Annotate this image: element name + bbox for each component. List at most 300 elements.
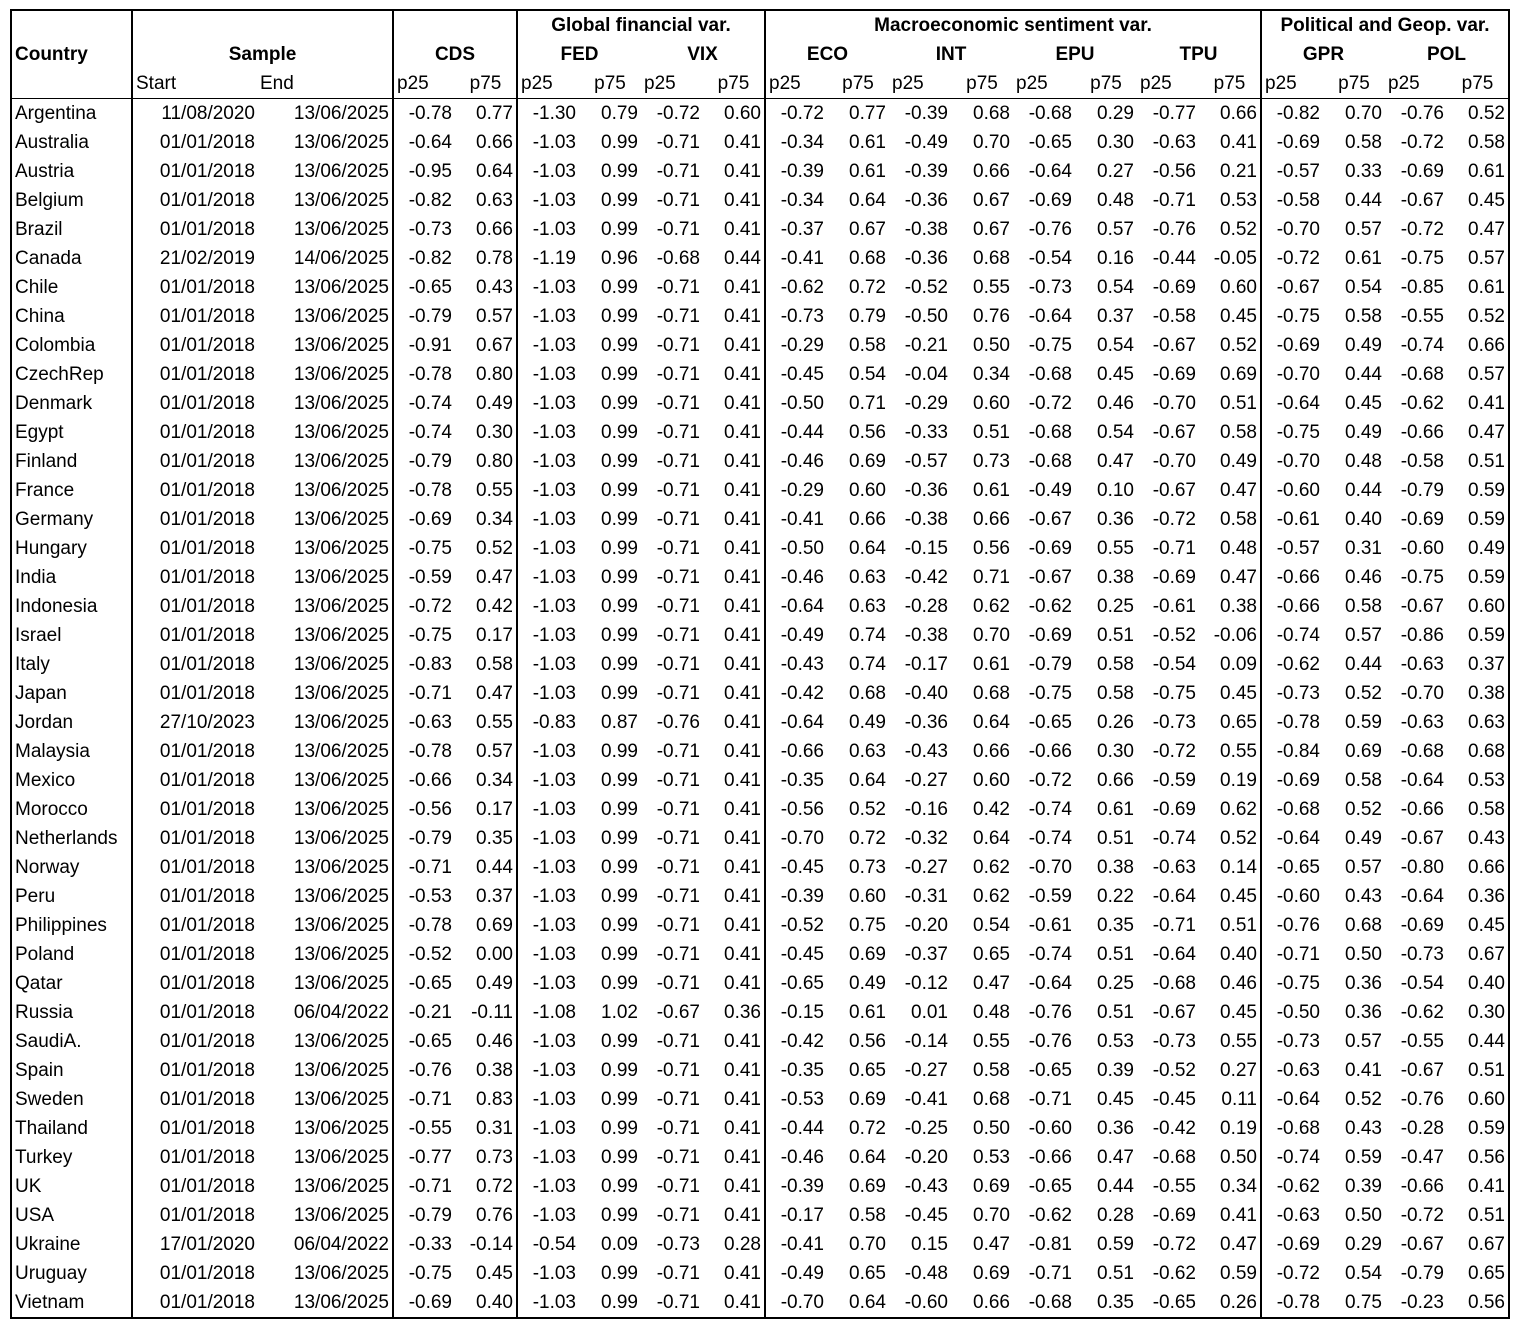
header-eco-p25: p25 xyxy=(765,69,827,99)
cell-start: 01/01/2018 xyxy=(132,186,258,215)
cell-vix-p75: 0.41 xyxy=(724,1031,761,1052)
cell-start: 01/01/2018 xyxy=(132,476,258,505)
cell-end: 13/06/2025 xyxy=(293,393,389,414)
cell-int-p75: 0.54 xyxy=(973,915,1010,936)
cell-gpr-p25: -0.66 xyxy=(1261,563,1323,592)
cell-end: 13/06/2025 xyxy=(293,190,389,211)
cell-gpr-p75: 0.49 xyxy=(1345,335,1382,356)
cell-int-p25: -0.36 xyxy=(904,712,948,733)
cell-end: 13/06/2025 xyxy=(293,509,389,530)
cell-start: 01/01/2018 xyxy=(132,766,258,795)
cell-epu-p25: -0.60 xyxy=(1028,1118,1072,1139)
header-tpu: TPU xyxy=(1179,44,1218,65)
cell-cds-p25: -0.71 xyxy=(393,1085,455,1114)
cell-fed-p25: -1.03 xyxy=(517,1085,579,1114)
cell-epu-p75: 0.47 xyxy=(1097,451,1134,472)
cell-int-p25: -0.60 xyxy=(904,1292,948,1313)
cell-country: SaudiA. xyxy=(15,1031,82,1052)
cell-country: Israel xyxy=(15,625,62,646)
cell-fed-p25: -1.03 xyxy=(517,824,579,853)
cell-epu-p75: 0.35 xyxy=(1097,1292,1134,1313)
cell-vix-p75: 0.41 xyxy=(724,712,761,733)
cell-tpu-p25: -0.71 xyxy=(1152,190,1196,211)
cell-pol-p75: 0.45 xyxy=(1468,190,1505,211)
table-row xyxy=(11,563,1509,592)
cell-pol-p25: -0.67 xyxy=(1400,1060,1444,1081)
cell-fed-p25: -1.03 xyxy=(517,853,579,882)
cell-eco-p25: -0.49 xyxy=(765,1259,827,1288)
cell-pol-p25: -0.64 xyxy=(1400,770,1444,791)
cell-fed-p75: 0.87 xyxy=(601,712,638,733)
cell-gpr-p25: -0.58 xyxy=(1261,186,1323,215)
table-row xyxy=(11,1259,1509,1288)
cell-eco-p75: 0.61 xyxy=(849,1002,886,1023)
cell-tpu-p75: 0.53 xyxy=(1220,190,1257,211)
cell-int-p25: -0.21 xyxy=(904,335,948,356)
cell-gpr-p75: 0.43 xyxy=(1345,886,1382,907)
cell-fed-p25: -1.03 xyxy=(517,331,579,360)
cell-epu-p75: 0.55 xyxy=(1097,538,1134,559)
cell-gpr-p25: -0.75 xyxy=(1261,302,1323,331)
cell-start: 01/01/2018 xyxy=(132,273,258,302)
cell-gpr-p75: 0.68 xyxy=(1345,915,1382,936)
cell-tpu-p75: 0.34 xyxy=(1220,1176,1257,1197)
cell-country: Peru xyxy=(15,886,56,907)
cell-end: 13/06/2025 xyxy=(293,683,389,704)
cell-cds-p25: -0.78 xyxy=(393,360,455,389)
cell-int-p25: -0.27 xyxy=(904,857,948,878)
cell-end: 13/06/2025 xyxy=(293,1176,389,1197)
cell-tpu-p25: -0.44 xyxy=(1152,248,1196,269)
cell-pol-p75: 0.37 xyxy=(1468,654,1505,675)
cell-country: India xyxy=(15,567,57,588)
cell-start: 01/01/2018 xyxy=(132,1172,258,1201)
cell-tpu-p75: 0.45 xyxy=(1220,306,1257,327)
cell-cds-p25: -0.78 xyxy=(393,737,455,766)
cell-gpr-p75: 0.36 xyxy=(1345,973,1382,994)
cell-tpu-p75: -0.05 xyxy=(1213,248,1257,269)
cell-eco-p25: -0.34 xyxy=(765,186,827,215)
cell-start: 01/01/2018 xyxy=(132,1201,258,1230)
cell-pol-p75: 0.65 xyxy=(1468,1263,1505,1284)
cell-gpr-p75: 0.52 xyxy=(1345,1089,1382,1110)
cell-fed-p75: 0.99 xyxy=(601,741,638,762)
cell-int-p75: 0.68 xyxy=(973,103,1010,124)
cell-cds-p25: -0.69 xyxy=(393,1288,455,1318)
cell-pol-p75: 0.51 xyxy=(1468,1060,1505,1081)
cell-gpr-p25: -0.76 xyxy=(1261,911,1323,940)
cell-fed-p25: -1.03 xyxy=(517,1027,579,1056)
header-cds: CDS xyxy=(393,40,517,69)
table-row xyxy=(11,302,1509,331)
cell-country: Qatar xyxy=(15,973,63,994)
cell-country: Finland xyxy=(15,451,78,472)
cell-int-p25: -0.38 xyxy=(904,625,948,646)
cell-pol-p25: -0.67 xyxy=(1400,596,1444,617)
cell-tpu-p25: -0.73 xyxy=(1152,1031,1196,1052)
cell-pol-p25: -0.67 xyxy=(1400,828,1444,849)
cell-country: Morocco xyxy=(15,799,88,820)
cell-fed-p25: -1.03 xyxy=(517,563,579,592)
cell-fed-p75: 0.99 xyxy=(601,799,638,820)
cell-gpr-p25: -0.64 xyxy=(1261,389,1323,418)
cell-gpr-p25: -0.68 xyxy=(1261,1114,1323,1143)
cell-epu-p25: -0.68 xyxy=(1028,451,1072,472)
cell-gpr-p25: -0.74 xyxy=(1261,621,1323,650)
cell-end: 13/06/2025 xyxy=(293,1089,389,1110)
cell-epu-p75: 0.35 xyxy=(1097,915,1134,936)
cell-start: 01/01/2018 xyxy=(132,1259,258,1288)
cell-fed-p75: 0.99 xyxy=(601,1118,638,1139)
cell-vix-p25: -0.71 xyxy=(656,828,700,849)
cell-end: 13/06/2025 xyxy=(293,132,389,153)
cell-tpu-p75: 0.40 xyxy=(1220,944,1257,965)
cell-gpr-p75: 0.31 xyxy=(1345,538,1382,559)
header-epu-p25: p25 xyxy=(1013,69,1075,99)
cell-vix-p75: 0.36 xyxy=(724,1002,761,1023)
cell-cds-p25: -0.71 xyxy=(393,679,455,708)
cell-vix-p25: -0.71 xyxy=(656,509,700,530)
cell-epu-p25: -0.62 xyxy=(1028,1205,1072,1226)
cell-int-p75: 0.64 xyxy=(973,712,1010,733)
cell-fed-p25: -1.03 xyxy=(517,186,579,215)
cell-fed-p25: -1.03 xyxy=(517,1143,579,1172)
cell-vix-p25: -0.71 xyxy=(656,161,700,182)
cell-int-p75: 0.62 xyxy=(973,886,1010,907)
cell-int-p25: -0.16 xyxy=(904,799,948,820)
table-row xyxy=(11,1201,1509,1230)
cell-vix-p25: -0.71 xyxy=(656,857,700,878)
cell-pol-p25: -0.75 xyxy=(1400,248,1444,269)
cell-fed-p75: 0.79 xyxy=(601,103,638,124)
header-epu: EPU xyxy=(1055,44,1095,65)
quantile-table xyxy=(10,9,1510,1319)
cell-eco-p75: 0.49 xyxy=(849,712,886,733)
cell-country: Turkey xyxy=(15,1147,73,1168)
cell-eco-p75: 0.75 xyxy=(849,915,886,936)
cell-eco-p75: 0.65 xyxy=(849,1263,886,1284)
cell-epu-p75: 0.29 xyxy=(1097,103,1134,124)
cell-cds-p75: 0.64 xyxy=(476,161,513,182)
cell-start: 01/01/2018 xyxy=(132,737,258,766)
cell-gpr-p25: -0.67 xyxy=(1261,273,1323,302)
cell-int-p75: 0.67 xyxy=(973,190,1010,211)
cell-cds-p75: -0.14 xyxy=(469,1234,513,1255)
cell-start: 01/01/2018 xyxy=(132,940,258,969)
cell-pol-p25: -0.54 xyxy=(1400,973,1444,994)
cell-cds-p75: 0.52 xyxy=(476,538,513,559)
cell-epu-p25: -0.71 xyxy=(1028,1263,1072,1284)
cell-gpr-p75: 0.44 xyxy=(1345,364,1382,385)
cell-country: Poland xyxy=(15,944,75,965)
cell-int-p25: -0.36 xyxy=(904,248,948,269)
cell-pol-p25: -0.69 xyxy=(1400,509,1444,530)
cell-country: Thailand xyxy=(15,1118,88,1139)
cell-gpr-p75: 0.59 xyxy=(1345,1147,1382,1168)
cell-end: 13/06/2025 xyxy=(293,219,389,240)
cell-epu-p25: -0.76 xyxy=(1028,1002,1072,1023)
cell-epu-p25: -0.69 xyxy=(1028,190,1072,211)
cell-gpr-p75: 0.44 xyxy=(1345,480,1382,501)
cell-fed-p75: 0.99 xyxy=(601,1031,638,1052)
cell-start: 01/01/2018 xyxy=(132,882,258,911)
table-row xyxy=(11,360,1509,389)
cell-gpr-p75: 0.49 xyxy=(1345,828,1382,849)
cell-gpr-p25: -0.73 xyxy=(1261,1027,1323,1056)
cell-vix-p25: -0.67 xyxy=(656,1002,700,1023)
cell-cds-p75: 0.55 xyxy=(476,480,513,501)
cell-end: 13/06/2025 xyxy=(293,161,389,182)
cell-fed-p75: 0.99 xyxy=(601,538,638,559)
cell-tpu-p25: -0.52 xyxy=(1152,1060,1196,1081)
cell-fed-p25: -1.03 xyxy=(517,360,579,389)
cell-end: 06/04/2022 xyxy=(293,1002,389,1023)
header-country: Country xyxy=(15,44,88,65)
cell-fed-p75: 0.99 xyxy=(601,973,638,994)
cell-tpu-p25: -0.58 xyxy=(1152,306,1196,327)
cell-gpr-p25: -0.72 xyxy=(1261,244,1323,273)
cell-cds-p25: -0.73 xyxy=(393,215,455,244)
cell-int-p25: -0.27 xyxy=(904,770,948,791)
cell-gpr-p75: 0.44 xyxy=(1345,190,1382,211)
cell-fed-p25: -1.03 xyxy=(517,534,579,563)
cell-vix-p25: -0.71 xyxy=(656,915,700,936)
cell-fed-p75: 0.99 xyxy=(601,1176,638,1197)
cell-pol-p75: 0.57 xyxy=(1468,248,1505,269)
header-cds-p25: p25 xyxy=(393,69,455,99)
table-row xyxy=(11,1114,1509,1143)
cell-tpu-p75: 0.41 xyxy=(1220,132,1257,153)
cell-pol-p25: -0.74 xyxy=(1400,335,1444,356)
cell-int-p25: -0.31 xyxy=(904,886,948,907)
cell-eco-p75: 0.74 xyxy=(849,654,886,675)
table-row xyxy=(11,1230,1509,1259)
cell-epu-p25: -0.76 xyxy=(1028,219,1072,240)
cell-start: 01/01/2018 xyxy=(132,911,258,940)
cell-vix-p75: 0.41 xyxy=(724,1089,761,1110)
cell-pol-p25: -0.68 xyxy=(1400,741,1444,762)
cell-vix-p25: -0.71 xyxy=(656,741,700,762)
cell-int-p25: -0.37 xyxy=(904,944,948,965)
cell-country: Denmark xyxy=(15,393,93,414)
cell-end: 13/06/2025 xyxy=(293,1292,389,1313)
cell-pol-p25: -0.76 xyxy=(1400,103,1444,124)
cell-int-p75: 0.73 xyxy=(973,451,1010,472)
cell-fed-p75: 0.99 xyxy=(601,393,638,414)
cell-int-p75: 0.71 xyxy=(973,567,1010,588)
cell-cds-p75: 0.73 xyxy=(476,1147,513,1168)
cell-vix-p25: -0.71 xyxy=(656,596,700,617)
cell-int-p75: 0.66 xyxy=(973,509,1010,530)
cell-epu-p25: -0.65 xyxy=(1028,1176,1072,1197)
cell-end: 13/06/2025 xyxy=(293,567,389,588)
cell-gpr-p25: -0.64 xyxy=(1261,1085,1323,1114)
cell-country: Norway xyxy=(15,857,80,878)
cell-eco-p75: 0.72 xyxy=(849,1118,886,1139)
cell-pol-p25: -0.69 xyxy=(1400,915,1444,936)
cell-fed-p75: 0.99 xyxy=(601,219,638,240)
cell-start: 01/01/2018 xyxy=(132,215,258,244)
cell-fed-p75: 0.99 xyxy=(601,1060,638,1081)
cell-country: France xyxy=(15,480,75,501)
cell-end: 13/06/2025 xyxy=(293,886,389,907)
cell-pol-p25: -0.79 xyxy=(1400,1263,1444,1284)
cell-int-p75: 0.55 xyxy=(973,1031,1010,1052)
cell-cds-p75: 0.34 xyxy=(476,509,513,530)
cell-cds-p25: -0.79 xyxy=(393,447,455,476)
cell-epu-p25: -0.70 xyxy=(1028,857,1072,878)
header-blank-sample xyxy=(132,10,393,40)
cell-cds-p75: 0.78 xyxy=(476,248,513,269)
cell-tpu-p25: -0.52 xyxy=(1152,625,1196,646)
cell-tpu-p25: -0.76 xyxy=(1152,219,1196,240)
cell-fed-p75: 1.02 xyxy=(601,1002,638,1023)
cell-tpu-p75: 0.49 xyxy=(1220,451,1257,472)
cell-pol-p75: 0.61 xyxy=(1468,161,1505,182)
cell-vix-p75: 0.41 xyxy=(724,1263,761,1284)
cell-cds-p25: -0.82 xyxy=(393,244,455,273)
cell-epu-p75: 0.51 xyxy=(1097,1002,1134,1023)
cell-fed-p75: 0.99 xyxy=(601,306,638,327)
cell-vix-p25: -0.71 xyxy=(656,625,700,646)
cell-epu-p25: -0.73 xyxy=(1028,277,1072,298)
cell-pol-p75: 0.59 xyxy=(1468,625,1505,646)
cell-eco-p25: -0.49 xyxy=(765,621,827,650)
cell-tpu-p25: -0.67 xyxy=(1152,422,1196,443)
cell-eco-p75: 0.74 xyxy=(849,625,886,646)
header-tpu-p75: p75 xyxy=(1199,69,1261,99)
cell-tpu-p75: -0.06 xyxy=(1213,625,1257,646)
cell-int-p75: 0.69 xyxy=(973,1263,1010,1284)
table-row xyxy=(11,534,1509,563)
table-row xyxy=(11,1056,1509,1085)
cell-eco-p75: 0.64 xyxy=(849,190,886,211)
header-row-groups xyxy=(11,10,1509,40)
cell-pol-p25: -0.66 xyxy=(1400,1176,1444,1197)
cell-eco-p25: -0.39 xyxy=(765,1172,827,1201)
cell-int-p75: 0.60 xyxy=(973,770,1010,791)
quantile-table-container xyxy=(10,9,1510,1319)
cell-end: 13/06/2025 xyxy=(293,1205,389,1226)
cell-fed-p25: -0.54 xyxy=(517,1230,579,1259)
cell-vix-p25: -0.71 xyxy=(656,567,700,588)
cell-int-p25: -0.33 xyxy=(904,422,948,443)
cell-cds-p75: 0.57 xyxy=(476,741,513,762)
cell-start: 01/01/2018 xyxy=(132,1288,258,1318)
cell-gpr-p75: 0.52 xyxy=(1345,799,1382,820)
table-row xyxy=(11,853,1509,882)
cell-tpu-p75: 0.21 xyxy=(1220,161,1257,182)
table-row xyxy=(11,679,1509,708)
cell-country: Austria xyxy=(15,161,75,182)
header-blank-country xyxy=(11,10,132,40)
cell-gpr-p75: 0.61 xyxy=(1345,248,1382,269)
table-row xyxy=(11,99,1509,129)
cell-fed-p25: -1.03 xyxy=(517,911,579,940)
cell-eco-p75: 0.64 xyxy=(849,1147,886,1168)
cell-tpu-p75: 0.19 xyxy=(1220,1118,1257,1139)
cell-end: 13/06/2025 xyxy=(293,480,389,501)
cell-epu-p25: -0.67 xyxy=(1028,509,1072,530)
cell-cds-p25: -0.74 xyxy=(393,389,455,418)
cell-tpu-p75: 0.62 xyxy=(1220,799,1257,820)
cell-pol-p75: 0.59 xyxy=(1468,480,1505,501)
cell-pol-p25: -0.66 xyxy=(1400,799,1444,820)
cell-cds-p75: 0.00 xyxy=(476,944,513,965)
cell-pol-p75: 0.51 xyxy=(1468,451,1505,472)
cell-tpu-p75: 0.51 xyxy=(1220,393,1257,414)
cell-epu-p75: 0.54 xyxy=(1097,277,1134,298)
cell-vix-p75: 0.41 xyxy=(724,393,761,414)
cell-gpr-p75: 0.46 xyxy=(1345,567,1382,588)
cell-pol-p75: 0.38 xyxy=(1468,683,1505,704)
cell-eco-p25: -0.46 xyxy=(765,447,827,476)
cell-tpu-p25: -0.65 xyxy=(1152,1292,1196,1313)
cell-int-p75: 0.48 xyxy=(973,1002,1010,1023)
cell-country: Russia xyxy=(15,1002,74,1023)
cell-fed-p75: 0.99 xyxy=(601,161,638,182)
cell-pol-p25: -0.75 xyxy=(1400,567,1444,588)
cell-fed-p75: 0.99 xyxy=(601,683,638,704)
cell-fed-p25: -1.03 xyxy=(517,418,579,447)
cell-tpu-p75: 0.65 xyxy=(1220,712,1257,733)
cell-cds-p75: 0.17 xyxy=(476,799,513,820)
cell-fed-p75: 0.99 xyxy=(601,1089,638,1110)
cell-tpu-p75: 0.11 xyxy=(1221,1089,1257,1110)
cell-cds-p75: 0.17 xyxy=(476,625,513,646)
cell-country: Egypt xyxy=(15,422,64,443)
cell-eco-p75: 0.69 xyxy=(849,1089,886,1110)
cell-fed-p25: -1.03 xyxy=(517,447,579,476)
cell-cds-p75: 0.49 xyxy=(476,393,513,414)
cell-epu-p25: -0.54 xyxy=(1028,248,1072,269)
cell-fed-p25: -1.03 xyxy=(517,1259,579,1288)
cell-end: 06/04/2022 xyxy=(293,1234,389,1255)
cell-end: 13/06/2025 xyxy=(293,335,389,356)
cell-gpr-p75: 0.58 xyxy=(1345,770,1382,791)
cell-pol-p75: 0.47 xyxy=(1468,219,1505,240)
cell-vix-p25: -0.71 xyxy=(656,973,700,994)
cell-end: 14/06/2025 xyxy=(293,248,389,269)
cell-eco-p75: 0.64 xyxy=(849,770,886,791)
cell-gpr-p75: 0.69 xyxy=(1345,741,1382,762)
cell-end: 13/06/2025 xyxy=(293,451,389,472)
cell-gpr-p75: 0.33 xyxy=(1345,161,1382,182)
cell-fed-p75: 0.99 xyxy=(601,915,638,936)
cell-epu-p75: 0.59 xyxy=(1097,1234,1134,1255)
cell-cds-p25: -0.79 xyxy=(393,302,455,331)
table-row xyxy=(11,621,1509,650)
cell-gpr-p25: -0.72 xyxy=(1261,1259,1323,1288)
cell-tpu-p25: -0.72 xyxy=(1152,741,1196,762)
cell-start: 01/01/2018 xyxy=(132,447,258,476)
cell-eco-p25: -0.35 xyxy=(765,766,827,795)
cell-country: Germany xyxy=(15,509,94,530)
cell-vix-p25: -0.71 xyxy=(656,799,700,820)
header-row-variables xyxy=(11,40,1509,69)
cell-pol-p75: 0.58 xyxy=(1468,132,1505,153)
cell-fed-p25: -1.03 xyxy=(517,1172,579,1201)
cell-int-p25: -0.41 xyxy=(904,1089,948,1110)
cell-pol-p25: -0.85 xyxy=(1400,277,1444,298)
cell-end: 13/06/2025 xyxy=(293,915,389,936)
cell-int-p75: 0.50 xyxy=(973,1118,1010,1139)
cell-fed-p25: -1.03 xyxy=(517,940,579,969)
cell-epu-p75: 0.25 xyxy=(1097,596,1134,617)
cell-cds-p75: 0.77 xyxy=(476,103,513,124)
cell-cds-p25: -0.79 xyxy=(393,824,455,853)
cell-start: 01/01/2018 xyxy=(132,998,258,1027)
